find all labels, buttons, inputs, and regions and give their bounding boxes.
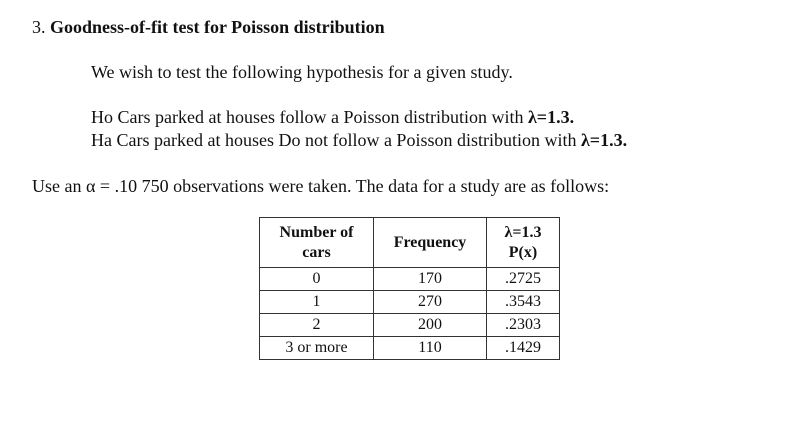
cell-frequency: 200 xyxy=(374,314,487,337)
cell-cars: 0 xyxy=(260,268,374,291)
cell-cars: 1 xyxy=(260,291,374,314)
table-row xyxy=(260,291,560,314)
instruction-text: Use an α = .10 750 observations were taken. The data for a study are as follows: xyxy=(32,176,610,196)
null-hypothesis-text: Ho Cars parked at houses follow a Poisson distribution with xyxy=(91,107,528,127)
cell-probability: .1429 xyxy=(487,337,560,360)
cell-frequency: 110 xyxy=(374,337,487,360)
section-title: Goodness-of-fit test for Poisson distribution xyxy=(50,17,385,37)
null-hypothesis xyxy=(91,106,574,128)
header-px: P(x) xyxy=(508,243,538,261)
alternative-hypothesis-param: λ=1.3. xyxy=(580,130,628,150)
cell-frequency: 270 xyxy=(374,291,487,314)
null-hypothesis-param: λ=1.3. xyxy=(527,107,575,127)
header-number-of-cars-line2: cars xyxy=(302,243,331,261)
header-probability xyxy=(487,218,560,268)
section-number: 3. xyxy=(32,17,46,37)
section-heading xyxy=(32,16,385,38)
alternative-hypothesis-text: Ha Cars parked at houses Do not follow a Poisson distribution with xyxy=(91,130,581,150)
cell-frequency: 170 xyxy=(374,268,487,291)
header-number-of-cars-line1: Number of xyxy=(279,223,354,241)
cell-probability: .2725 xyxy=(487,268,560,291)
cell-probability: .3543 xyxy=(487,291,560,314)
table-row xyxy=(260,337,560,360)
alternative-hypothesis xyxy=(91,129,627,151)
header-lambda: λ=1.3 xyxy=(504,223,542,241)
cell-probability: .2303 xyxy=(487,314,560,337)
cell-cars: 2 xyxy=(260,314,374,337)
header-frequency: Frequency xyxy=(374,218,487,268)
data-table xyxy=(259,217,560,360)
table-row xyxy=(260,268,560,291)
cell-cars: 3 or more xyxy=(260,337,374,360)
table-header-row xyxy=(260,218,560,268)
intro-text: We wish to test the following hypothesis for a given study. xyxy=(91,62,513,82)
table-row xyxy=(260,314,560,337)
header-number-of-cars xyxy=(260,218,374,268)
